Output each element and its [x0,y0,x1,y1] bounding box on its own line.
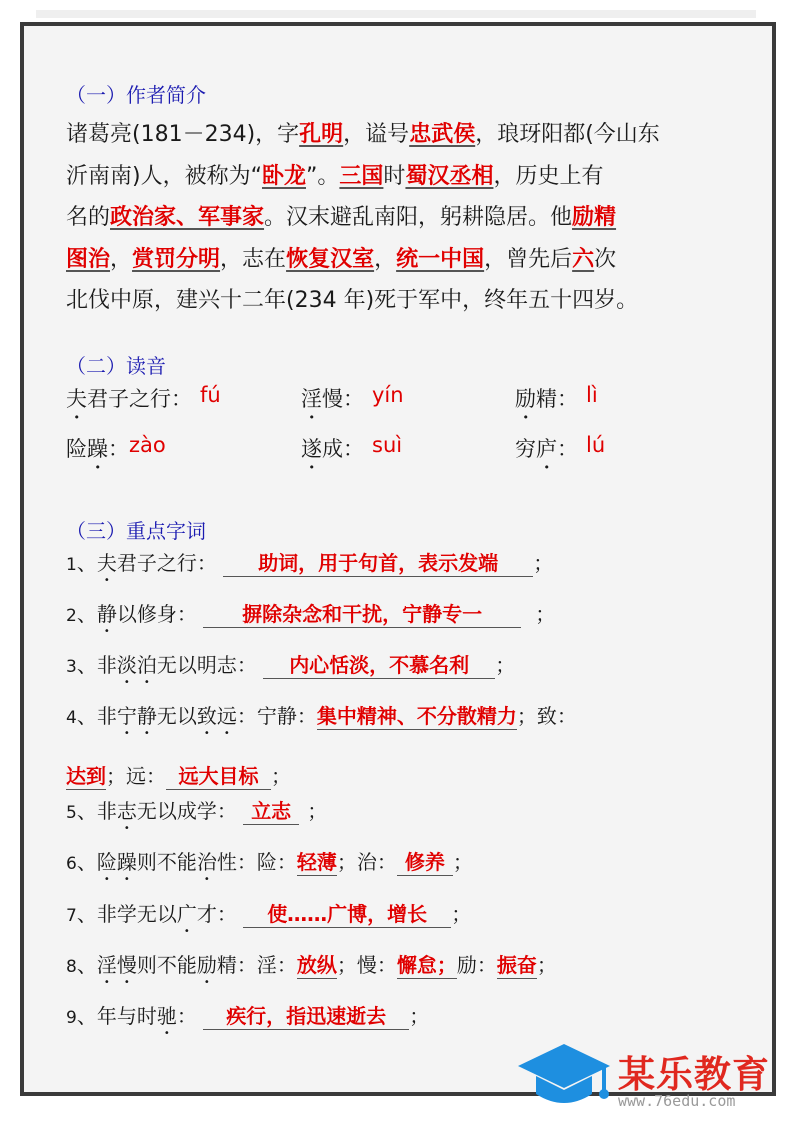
text: 次 [594,246,617,272]
answer: 卧龙 [261,163,306,189]
item-number: 6 [66,854,77,874]
text: 、非 [76,704,117,728]
author-line-3 [66,197,706,239]
text: 性：险： [216,850,297,874]
text: ； [536,953,557,977]
dotted-char: 治 [196,850,217,874]
answer: 达到 [66,764,106,788]
answer: 忠武侯 [409,122,476,147]
answer: 图治 [66,246,111,272]
answer-blank [297,849,337,876]
text: ；致： [516,704,577,728]
answer-blank [497,952,537,979]
section-pronunciation [66,353,706,483]
author-line-1 [66,114,706,156]
text: 名的 [66,205,111,230]
text: 慢： [322,387,364,411]
pron-item [301,433,515,474]
text: 、非学无以 [76,902,177,926]
text: 无以成学： [136,799,237,823]
pronunciation-row-1 [66,383,706,433]
author-line-2 [66,156,706,198]
text: 则不能 [136,953,197,977]
text: 以修身： [116,602,197,626]
text: 、年与时 [76,1004,157,1028]
author-line-5: 北伐中原，建兴十二年(234 年)死于军中，终年五十四岁。 [66,288,639,313]
item-number: 8 [66,957,77,977]
section-heading-author: （一）作者简介 [66,83,206,107]
text: 精：淫： [216,953,297,977]
key-word-item-4-continued [66,763,291,790]
text: ； [409,1004,430,1028]
text: ； [307,799,328,823]
answer: 懈怠； [396,953,457,977]
answer-blank [223,550,533,577]
dotted-char: 险躁 [96,850,137,874]
item-number: 2 [66,606,77,626]
key-word-item-2 [66,601,555,637]
answer: 励精 [572,205,617,230]
dotted-char: 夫 [66,387,87,411]
answer-blank [263,652,495,679]
answer-blank [297,952,337,979]
item-number: 3 [66,657,77,677]
dotted-char: 夫 [96,551,117,575]
dotted-char: 遂 [301,437,322,461]
pron-item [66,433,301,474]
text: 无以 [156,704,197,728]
dotted-char: 励 [196,953,217,977]
text: ；治： [336,850,397,874]
key-word-item-7 [66,901,471,937]
section-heading-key-words: （三）重点字词 [66,519,206,543]
answer: 立志 [251,799,292,823]
text: ，琅玡阳都(今山东 [475,122,660,147]
answer: 助词，用于句首，表示发端 [258,551,499,575]
answer-blank [397,952,457,979]
text: 、非 [76,653,117,677]
answer: 远大目标 [178,764,259,788]
text: 、 [76,850,97,874]
text: ； [451,902,472,926]
answer: 使……广博，增长 [267,902,428,926]
section-author [66,82,706,322]
text: ； [271,764,291,788]
answer: 振奋 [496,953,537,977]
answer-blank [66,763,106,790]
answer: 恢复汉室 [286,246,375,272]
dotted-char: 淫慢 [96,953,137,977]
brand-logo [510,1030,790,1116]
brand-url: www.76edu.com [618,1092,736,1110]
text: ： [557,437,578,461]
text: ； [452,850,473,874]
pronunciation-row-2 [66,433,706,483]
pinyin: fú [200,383,221,407]
pinyin: suì [372,433,403,457]
answer-blank [203,1003,409,1030]
answer-blank [317,703,517,730]
text: ，谥号 [343,122,410,147]
text: 励： [456,953,497,977]
dotted-char: 志 [116,799,137,823]
pron-item [66,383,301,424]
key-word-item-5 [66,798,327,834]
key-word-item-9 [66,1003,429,1039]
item-number: 1 [66,555,77,575]
key-word-item-4 [66,703,577,739]
text: 精： [536,387,578,411]
pinyin: zào [129,433,166,457]
item-number: 7 [66,906,77,926]
text: 。汉末避乱南阳，躬耕隐居。他 [264,205,573,230]
dotted-char: 庐 [536,437,557,461]
text: ，曾先后 [484,246,573,272]
text: ， [374,246,397,272]
answer: 统一中国 [396,246,485,272]
answer: 三国 [339,163,384,189]
text: 时 [383,163,406,189]
pron-item [515,383,598,424]
pron-item [301,383,515,424]
text: 穷 [515,437,536,461]
text: 、 [76,551,97,575]
key-word-item-8 [66,952,557,988]
key-word-item-1 [66,550,553,586]
text: 诸葛亮(181－234)，字 [66,122,300,147]
pinyin: yín [372,383,404,407]
pinyin: lú [586,433,606,457]
text: ； [495,653,516,677]
answer: 修养 [404,850,445,874]
text: 君子之行： [116,551,217,575]
section-key-words [66,518,706,1028]
pron-item [515,433,605,474]
text: ； [535,602,556,626]
text: ；慢： [336,953,397,977]
text: 才： [196,902,237,926]
graduation-cap-icon [510,1030,620,1116]
text: 险 [66,437,87,461]
answer: 孔明 [299,122,344,147]
answer: 摒除杂念和干扰，宁静专一 [242,602,483,626]
answer-blank [243,901,451,928]
text: ； [533,551,554,575]
text: 、非 [76,799,117,823]
text: ，志在 [220,246,287,272]
author-line-4 [66,239,706,281]
dotted-char: 静 [96,602,117,626]
text: 沂南南)人，被称为“ [66,163,262,189]
dotted-char: 宁静 [116,704,157,728]
answer-blank [166,763,271,790]
text: 成： [322,437,364,461]
text: ：宁静： [236,704,317,728]
item-number: 4 [66,708,77,728]
answer: 放纵 [296,953,337,977]
dotted-char: 广 [176,902,197,926]
answer: 内心恬淡，不慕名利 [289,653,470,677]
text: ： [108,437,129,461]
answer-blank [397,849,453,876]
text: 无以明志： [156,653,257,677]
answer: 轻薄 [296,850,337,874]
dotted-char: 淫 [301,387,322,411]
top-strip [36,10,756,18]
dotted-char: 致远 [196,704,237,728]
text: ”。 [306,163,340,189]
text: 、 [76,602,97,626]
key-word-item-3 [66,652,515,688]
answer: 疾行，指迅速逝去 [226,1004,387,1028]
key-word-item-6 [66,849,473,885]
text: ： [176,1004,197,1028]
text: ，历史上有 [493,163,604,189]
answer: 六 [572,246,595,272]
item-number: 5 [66,803,77,823]
text: ， [110,246,133,272]
answer-blank [243,798,299,825]
dotted-char: 驰 [156,1004,177,1028]
text: ；远： [106,764,166,788]
brand-name: 某乐教育 [618,1053,770,1096]
answer: 蜀汉丞相 [405,163,494,189]
pinyin: lì [586,383,598,407]
answer: 赏罚分明 [132,246,221,272]
section-heading-pronunciation: （二）读音 [66,354,166,378]
dotted-char: 淡泊 [116,653,157,677]
dotted-char: 励 [515,387,536,411]
text: 君子之行： [87,387,192,411]
text: 则不能 [136,850,197,874]
answer: 政治家、军事家 [110,205,265,230]
dotted-char: 躁 [87,437,108,461]
item-number: 9 [66,1008,77,1028]
text: 、 [76,953,97,977]
answer-blank [203,601,521,628]
answer: 集中精神、不分散精力 [316,704,517,728]
